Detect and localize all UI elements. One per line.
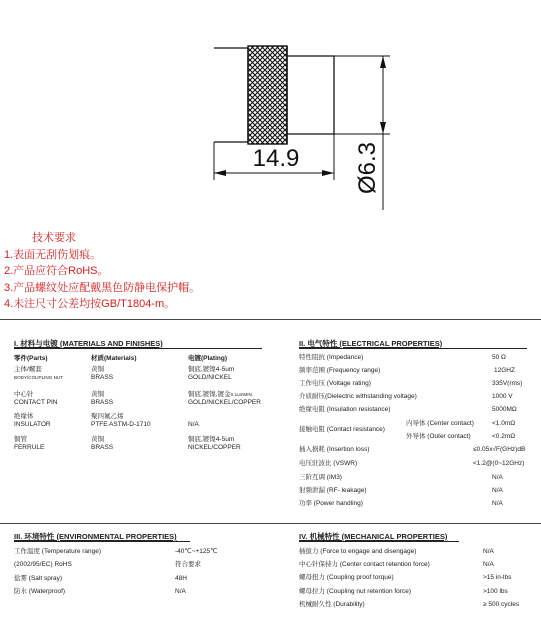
material-row: 主体/螺套 BODY/COUPLING NUT (14, 366, 64, 380)
electrical-row: 介质耐压(Dielectric withstanding voltage) (299, 393, 417, 400)
electrical-row: 插入损耗 (Insertion loss) (299, 446, 370, 453)
electrical-row: 工作电压 (Voltage rating) (299, 380, 371, 387)
materials-title-rule (14, 348, 262, 349)
mechanical-row: 中心针保持力 (Center contact retention force) (299, 561, 430, 568)
notes-title: 技术要求 (32, 232, 76, 244)
mechanical-row: 机械耐久性 (Durability) (299, 601, 365, 608)
note-item: 1.表面无刮伤划痕。 (4, 248, 102, 261)
mechanical-title-rule (299, 541, 459, 542)
mechanical-row: 螺母拉力 (Coupling nut retention force) (299, 588, 411, 595)
environmental-title-rule (14, 541, 190, 542)
environmental-row: 防水 (Waterproof) (14, 588, 66, 595)
electrical-row: 功率 (Power handling) (299, 500, 363, 507)
mechanical-row: 插拔力 (Force to engage and disengage) (299, 548, 417, 555)
length-dimension: 14.9 (252, 145, 300, 172)
note-item: 2.产品应符合RoHS。 (4, 265, 109, 277)
materials-header-part: 零件(Parts) (14, 355, 48, 362)
environmental-row: (2002/95/EC) RoHS (14, 561, 72, 568)
section-divider (0, 319, 541, 320)
electrical-title: II. 电气特性 (ELECTRICAL PROPERTIES) (299, 339, 443, 348)
material-row: 绝缘体 INSULATOR (14, 413, 51, 428)
electrical-row: 绝缘电阻 (Insulation resistance) (299, 406, 391, 413)
electrical-row: 三阶互调 (IM3) (299, 474, 342, 481)
environmental-title: III. 环境特性 (ENVIRONMENTAL PROPERTIES) (14, 532, 177, 541)
materials-header-material: 材质(Materials) (91, 355, 137, 362)
mechanical-row: 螺母扭力 (Coupling proof torque) (299, 574, 394, 581)
material-row: 中心针 CONTACT PIN (14, 391, 58, 406)
environmental-row: 工作温度 (Temperature range) (14, 548, 102, 555)
electrical-row: 特性阻抗 (Impedance) (299, 354, 364, 361)
diameter-dimension: Ø6.3 (354, 141, 381, 195)
connector-drawing (0, 0, 541, 225)
material-row: 铜管 FERRULE (14, 436, 45, 451)
section-divider (0, 523, 541, 524)
center-contact-label: 内导体 (Center contact) (406, 420, 474, 427)
electrical-title-rule (299, 348, 527, 349)
outer-contact-value: <0.2mΩ (492, 433, 516, 440)
technical-notes (4, 230, 200, 313)
mechanical-title: IV. 机械特性 (MECHANICAL PROPERTIES) (299, 532, 448, 541)
electrical-row: 射频泄漏 (RF- leakage) (299, 487, 367, 494)
connector-rear-tube (287, 56, 334, 134)
electrical-row: 频率范围 (Frequency range) (299, 367, 381, 374)
electrical-row: 电压驻波比 (VSWR) (299, 460, 358, 467)
contact-resistance-label: 接触电阻 (Contact resistance) (299, 426, 385, 433)
note-item: 4.未注尺寸公差均按GB/T1804-m。 (4, 298, 176, 310)
materials-title: I. 材料与电镀 (MATERIALS AND FINISHES) (14, 339, 163, 348)
knurled-nut (248, 46, 287, 144)
materials-header-plating: 电镀(Plating) (188, 355, 227, 362)
connector-body (214, 48, 248, 142)
environmental-row: 盐雾 (Salt spray) (14, 575, 63, 582)
note-item: 3.产品螺纹处应配戴黑色防静电保护帽。 (4, 281, 201, 294)
center-contact-value: <1.0mΩ (492, 420, 516, 427)
outer-contact-label: 外导体 (Outer contact) (406, 433, 471, 440)
